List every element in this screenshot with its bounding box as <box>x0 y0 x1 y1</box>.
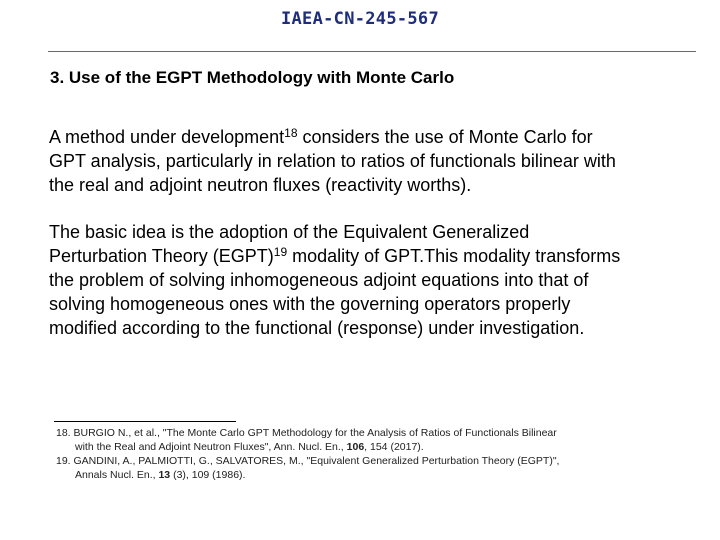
footnote-ref-18: 18 <box>284 126 298 140</box>
footnote-19-volume: 13 <box>158 469 171 481</box>
footnote-ref-19: 19 <box>273 245 288 259</box>
document-code-header: IAEA-CN-245-567 <box>280 9 440 29</box>
footnote-19-text: Annals Nucl. En., <box>75 469 159 481</box>
paragraph-2-line-2 <box>49 244 699 268</box>
section-title: 3. Use of the EGPT Methodology with Monte Carlo <box>50 68 455 87</box>
paragraph-1-line-1 <box>49 125 699 149</box>
paragraph-2-line-1: The basic idea is the adoption of the Equivalent Generalized <box>49 222 530 242</box>
footnotes <box>56 426 696 482</box>
footnote-18-text: , 154 (2017). <box>364 441 424 453</box>
paragraph-1-line-3: the real and adjoint neutron fluxes (reactivity worths). <box>49 175 472 195</box>
footnote-19-line-1: 19. GANDINI, A., PALMIOTTI, G., SALVATORES, M., "Equivalent Generalized Perturbation Theory (EGPT)", <box>56 455 560 467</box>
footnote-18-line-2 <box>56 440 696 454</box>
paragraph-2-line-3: the problem of solving inhomogeneous adjoint equations into that of <box>49 270 589 290</box>
paragraph-2-text: modality of GPT.This modality transforms <box>287 246 621 266</box>
footnote-18-volume: 106 <box>346 441 365 453</box>
paragraph-1-text: considers the use of Monte Carlo for <box>297 127 593 147</box>
paragraph-1-line-2: GPT analysis, particularly in relation to ratios of functionals bilinear with <box>49 151 616 171</box>
footnote-18 <box>56 426 696 454</box>
footnote-19-line-2 <box>56 468 696 482</box>
paragraph-1-text: A method under development <box>49 127 285 147</box>
paragraph-2-line-4: solving homogeneous ones with the governing operators properly <box>49 294 571 314</box>
paragraph-2-line-5: modified according to the functional (response) under investigation. <box>49 318 585 338</box>
footnote-18-text: with the Real and Adjoint Neutron Fluxes", Ann. Nucl. En., <box>75 441 347 453</box>
paragraph-2 <box>49 220 699 340</box>
paragraph-1 <box>49 125 699 197</box>
footnote-19 <box>56 454 696 482</box>
footnote-divider <box>54 421 236 422</box>
paragraph-2-text: Perturbation Theory (EGPT) <box>49 246 274 266</box>
footnote-19-text: (3), 109 (1986). <box>170 469 246 481</box>
footnote-18-line-1: 18. BURGIO N., et al., "The Monte Carlo GPT Methodology for the Analysis of Ratios of Functionals Bilinear <box>56 427 557 439</box>
header-divider <box>48 51 696 52</box>
